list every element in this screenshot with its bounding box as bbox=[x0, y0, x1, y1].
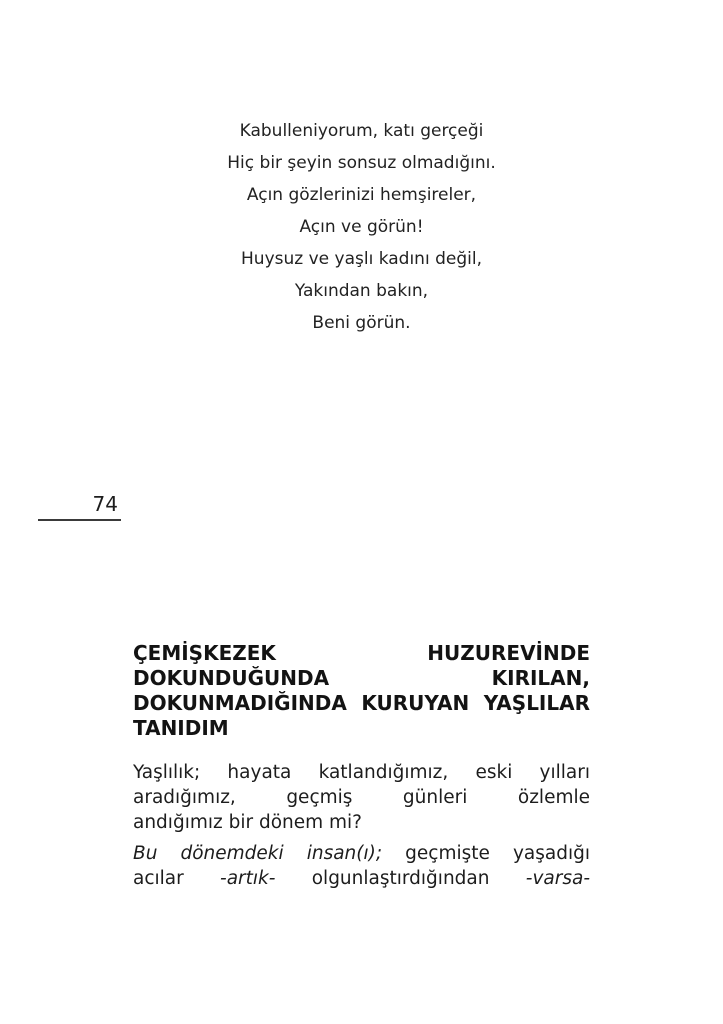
regular-phrase: geçmişte yaşadığı bbox=[405, 843, 590, 864]
poem-line: Hiç bir şeyin sonsuz olmadığını. bbox=[227, 153, 496, 173]
page-number-rule bbox=[38, 519, 121, 521]
paragraph-line: Yaşlılık; hayata katlandığımız, eski yılları bbox=[133, 762, 590, 783]
paragraph bbox=[133, 841, 590, 891]
regular-phrase: acılar bbox=[133, 868, 184, 889]
paragraph bbox=[133, 760, 590, 835]
paragraph-line: aradığımız, geçmiş günleri özlemle bbox=[133, 787, 590, 808]
chapter-title bbox=[133, 641, 590, 741]
poem-line: Açın gözlerinizi hemşireler, bbox=[246, 185, 477, 205]
chapter-title-line: ÇEMİŞKEZEK HUZUREVİNDE bbox=[133, 641, 590, 665]
poem bbox=[0, 115, 723, 339]
poem-line: Açın ve görün! bbox=[299, 217, 424, 237]
poem-line: Huysuz ve yaşlı kadını değil, bbox=[241, 249, 482, 269]
chapter-title-line: DOKUNDUĞUNDA KIRILAN, bbox=[133, 666, 590, 690]
paragraph-line bbox=[133, 841, 590, 866]
regular-phrase: olgunlaştırdığından bbox=[311, 868, 490, 889]
italic-phrase: Bu dönemdeki insan(ı); bbox=[133, 843, 383, 864]
paragraph-line bbox=[133, 866, 590, 891]
poem-line: Beni görün. bbox=[312, 313, 411, 333]
paragraph-line: andığımız bir dönem mi? bbox=[133, 812, 363, 833]
italic-phrase: -artık- bbox=[220, 868, 276, 889]
page-number: 74 bbox=[92, 492, 118, 516]
italic-phrase: -varsa- bbox=[525, 868, 590, 889]
poem-line: Kabulleniyorum, katı gerçeği bbox=[239, 121, 484, 141]
chapter-title-line: DOKUNMADIĞINDA KURUYAN YAŞLILAR bbox=[133, 691, 590, 715]
poem-line: Yakından bakın, bbox=[294, 281, 429, 301]
chapter-title-line: TANIDIM bbox=[133, 716, 229, 740]
